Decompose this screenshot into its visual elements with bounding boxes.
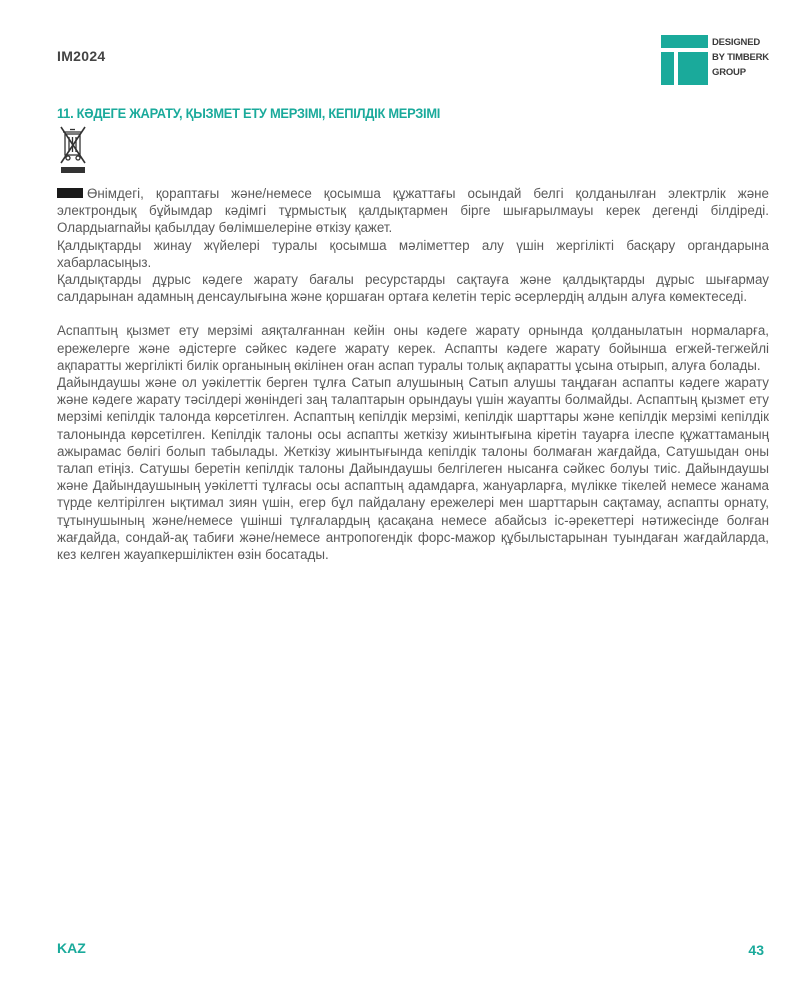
logo-line-3: GROUP (712, 67, 746, 78)
paragraph-1 (57, 185, 769, 237)
section-title: 11. КӘДЕГЕ ЖАРАТУ, ҚЫЗМЕТ ЕТУ МЕРЗІМІ, КЕПІЛДІК МЕРЗІМІ (57, 105, 441, 121)
brand-logo (661, 35, 781, 89)
logo-block-right (678, 52, 708, 85)
black-bar-marker (57, 188, 83, 198)
paragraph-2: Қалдықтарды жинау жүйелері туралы қосымша мәліметтер алу үшін жергілікті басқару органдарына хабарласыңыз. (57, 237, 769, 270)
paragraph-5: Дайындаушы және ол уәкілеттік берген тұлға Сатып алушының Сатып алушы таңдаған аспапты кәдеге жарату және кәдеге жарату тәсілдері жөніндегі заң талаптарын орындауы үшін жауапты болмайды. Аспаптың қызмет ету мерзімі кепілдік талонда көрсетілген. Аспаптың кепілдік мерзімі, кепілдік шарттары және кепілдік мерзімі кепілдік талонында көрсетілген. Кепілдік талоны осы аспапты жеткізу жиынтығына кіретін тауарға ілеспе құжаттаманың ажырамас бөлігі болып табылады. Жеткізу жиынтығында кепілдік талоны болмаған жағдайда, Сатушыдан оны талап етіңіз. Сатушы беретін кепілдік талоны Дайындаушы белгілеген нысанға сәйкес болуы тиіс. Дайындаушы және Дайындаушының уәкілетті тұлғасы осы аспаптың адамдарға, жануарларға, мүлікке тікелей немесе жанама түрде келтірілген ықтимал зиян үшін, егер бұл пайдалану ережелері мен шарттарын сақтамау, аспапты орнату, тұтынушының және/немесе үшінші тұлғалардың қасақана немесе абайсыз іс-әрекеттері нәтижесінде болған жағдайда, сондай-ақ табиғи және/немесе антропогендік форс-мажор құбылыстарынан туындаған жағдайларда, кез келген жауапкершіліктен өзін босатады. (57, 375, 769, 563)
body-text (57, 185, 769, 563)
crossed-out-wheeled-bin-icon (59, 125, 87, 175)
logo-block-left (661, 52, 674, 85)
logo-text (712, 35, 769, 80)
paragraph-4: Аспаптың қызмет ету мерзімі аяқталғаннан кейін оны кәдеге жарату орнында қолданылатын нормаларға, ережелерге және әдістерге сәйкес кәдеге жарату керек. Аспапты кәдеге жарату бойынша егжей-тегжейлі ақпаратты жергілікті билік органының өкілінен оған аспап туралы толық ақпаратты ұсына отырып, алуға болады. (57, 323, 769, 373)
logo-block-top (661, 35, 708, 48)
footer-language: KAZ (57, 940, 86, 956)
paragraph-gap (57, 305, 769, 322)
paragraph-1-text: Өнімдегі, қораптағы және/немесе қосымша құжаттағы осындай белгі қолданылған электрлік және электрондық бұйымдар кәдімгі тұрмыстық қалдықтармен бірге шығарылмауы керек дегенді білдіреді. Олардыarnайы қабылдау бөлімшелеріне өткізу қажет. (57, 186, 769, 236)
page-number: 43 (748, 942, 764, 958)
logo-line-2: BY TIMBERK (712, 52, 769, 63)
logo-line-1: DESIGNED (712, 37, 761, 48)
model-code: IM2024 (57, 48, 106, 64)
paragraph-3: Қалдықтарды дұрыс кәдеге жарату бағалы ресурстарды сақтауға және қалдықтарды дұрыс шығармау салдарынан адамның денсаулығына және қоршаған ортаға келетін теріс әсерлердің алдын алуға көмектеседі. (57, 272, 769, 305)
